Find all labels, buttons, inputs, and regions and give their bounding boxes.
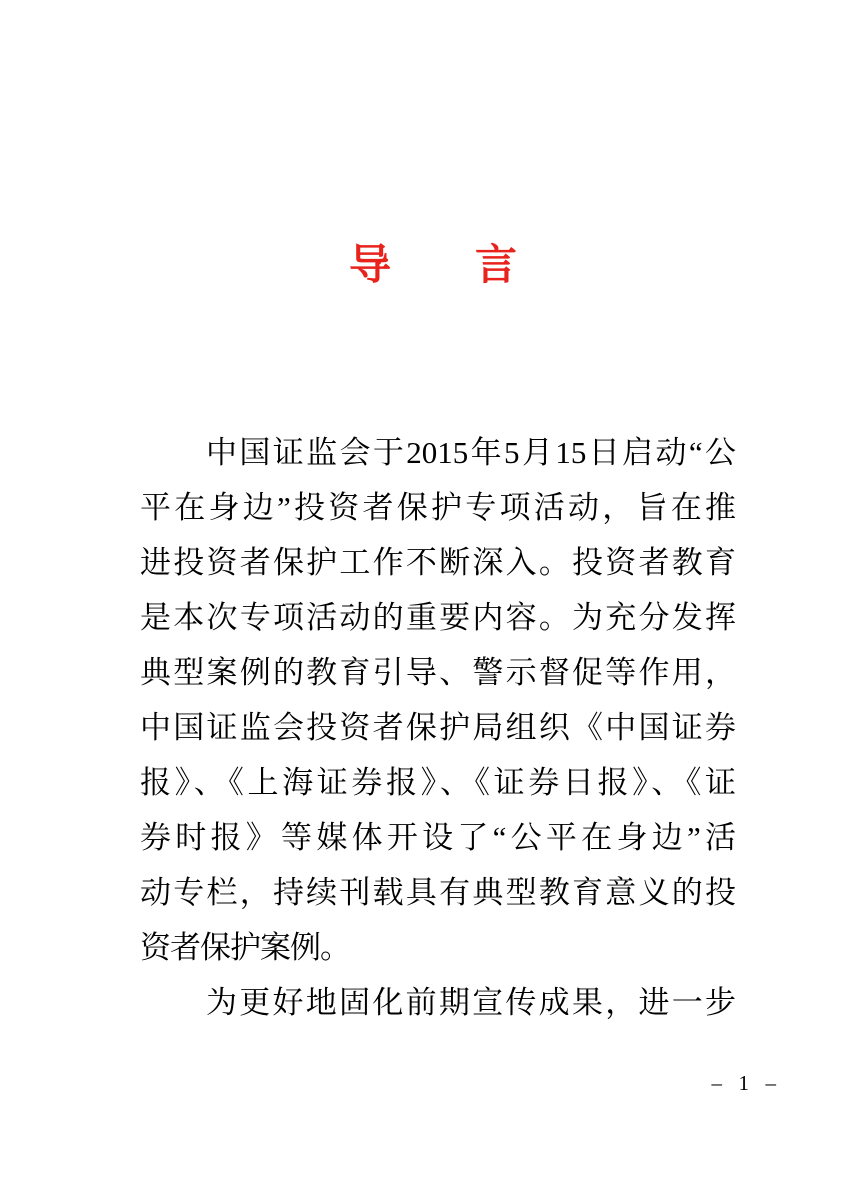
body-line: 是本次专项活动的重要内容。为充分发挥 <box>140 600 736 635</box>
body-line: 进投资者保护工作不断深入。投资者教育 <box>140 545 736 580</box>
body-line: 资者保护案例。 <box>140 930 350 965</box>
page-number: – 1 – <box>711 1071 778 1095</box>
body-line: 中国证监会投资者保护局组织《中国证券 <box>140 710 736 745</box>
body-line: 为更好地固化前期宣传成果，进一步 <box>206 985 736 1020</box>
body-line: 中国证监会于2015年5月15日启动“公 <box>206 435 736 470</box>
body-line: 动专栏，持续刊载具有典型教育意义的投 <box>140 875 736 910</box>
body-line: 典型案例的教育引导、警示督促等作用， <box>140 655 736 690</box>
body-line: 平在身边”投资者保护专项活动，旨在推 <box>140 490 736 525</box>
body-text-block <box>140 425 736 1030</box>
page-title: 导 言 <box>348 243 517 289</box>
body-line: 券时报》等媒体开设了“公平在身边”活 <box>140 820 736 855</box>
body-line: 报》、《上海证券报》、《证券日报》、《证 <box>140 765 736 800</box>
